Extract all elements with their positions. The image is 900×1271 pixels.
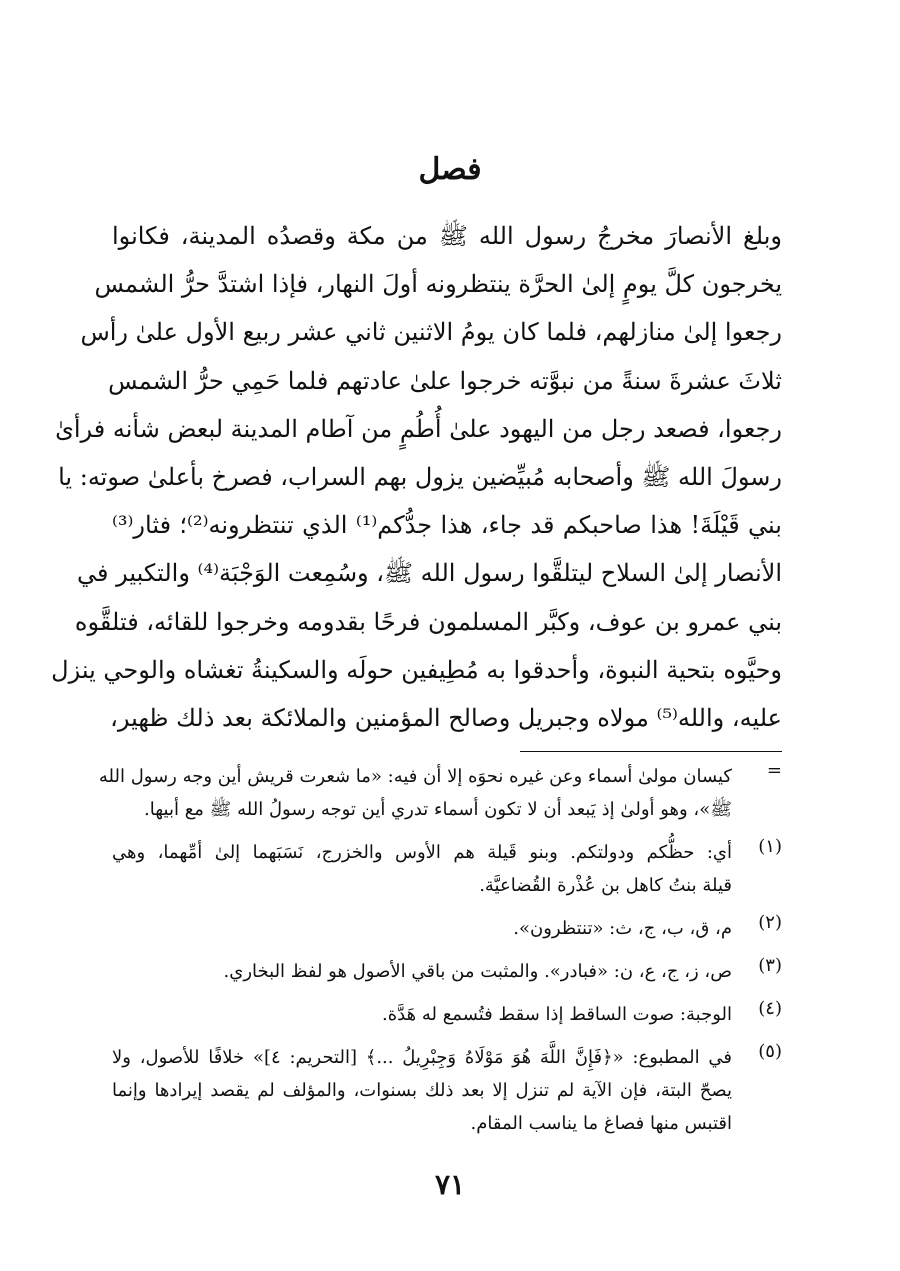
footnote-line: م، ق، ب، ج، ث: «تنتظرون». <box>513 918 732 939</box>
footnote-line: في المطبوع: «﴿فَإِنَّ اللَّهَ هُوَ مَوْلَاهُ وَجِبْرِيلُ ...﴾ [التحريم: ٤]» خلافًا للأصول، ولا <box>112 1047 732 1068</box>
body-line: يخرجون كلَّ يومٍ إلىٰ الحرَّة ينتظرونه أولَ النهار، فإذا اشتدَّ حرُّ الشمس <box>94 270 782 299</box>
footnote-marker: (٣) <box>758 955 782 976</box>
body-line: رجعوا إلىٰ منازلهم، فلما كان يومُ الاثنين ثاني عشر ربيع الأول علىٰ رأس <box>80 318 782 347</box>
section-heading: فصل <box>418 152 482 187</box>
main-text <box>51 212 782 742</box>
footnote-line: قيلة بنتُ كاهل بن عُذْرة القُضاعيَّة. <box>479 875 732 896</box>
body-line: رسولَ الله ﷺ وأصحابه مُبيِّضين يزول بهم السراب، فصرخ بأعلىٰ صوته: يا <box>58 462 782 491</box>
page-number: ٧١ <box>434 1168 466 1201</box>
footnote-line: اقتبس منها فصاغ ما يناسب المقام. <box>470 1113 732 1134</box>
footnote-separator <box>520 751 782 752</box>
footnotes <box>98 760 782 1150</box>
footnote-marker: = <box>766 760 782 781</box>
footnote-line: يصحّ البتة، فإن الآية لم تنزل إلا بعد ذلك بسنوات، والمؤلف لم يقصد إيرادها وإنما <box>112 1080 732 1101</box>
footnote-marker: (١) <box>758 836 782 857</box>
footnote-4 <box>112 998 782 1031</box>
body-line: عليه، والله⁽⁵⁾ مولاه وجبريل وصالح المؤمنين والملائكة بعد ذلك ظهير، <box>110 703 782 732</box>
footnote-continuation <box>98 760 782 826</box>
body-line: بني عمرو بن عوف، وكبَّر المسلمون فرحًا بقدومه وخرجوا للقائه، فتلقَّوه <box>74 607 782 636</box>
body-line: ثلاثَ عشرةَ سنةً من نبوَّته خرجوا علىٰ عادتهم فلما حَمِي حرُّ الشمس <box>108 366 782 395</box>
body-line: وحيَّوه بتحية النبوة، وأحدقوا به مُطِيفين حولَه والسكينةُ تغشاه والوحي ينزل <box>51 655 782 684</box>
body-line: رجعوا، فصعد رجل من اليهود علىٰ أُطُمٍ من آطام المدينة لبعض شأنه فرأىٰ <box>55 414 782 443</box>
footnote-line: أي: حظُّكم ودولتكم. وبنو قَيلة هم الأوس والخزرج، نَسَبَهما إلىٰ أمِّهما، وهي <box>112 842 732 863</box>
footnote-marker: (٥) <box>758 1041 782 1062</box>
body-line: وبلغ الأنصارَ مخرجُ رسول الله ﷺ من مكة وقصدُه المدينة، فكانوا <box>112 222 782 250</box>
footnote-marker: (٤) <box>758 998 782 1019</box>
footnote-1 <box>112 836 782 902</box>
footnote-marker: (٢) <box>758 912 782 933</box>
footnote-5 <box>112 1041 782 1140</box>
footnote-line: الوجبة: صوت الساقط إذا سقط فتُسمع له هَدَّة. <box>382 1004 732 1025</box>
footnote-2 <box>112 912 782 945</box>
body-line: بني قَيْلَةَ! هذا صاحبكم قد جاء، هذا جدُّكم⁽¹⁾ الذي تنتظرونه⁽²⁾؛ فثار⁽³⁾ <box>112 511 782 540</box>
footnote-line: ص، ز، ج، ع، ن: «فبادر». والمثبت من باقي الأصول هو لفظ البخاري. <box>223 961 732 982</box>
footnote-line: كيسان مولىٰ أسماء وعن غيره نحوَه إلا أن فيه: «ما شعرت قريش أين وجه رسول الله <box>98 766 732 787</box>
footnote-line: ﷺ»، وهو أولىٰ إذ يَبعد أن لا تكون أسماء تدري أين توجه رسولُ الله ﷺ مع أبيها. <box>144 799 732 820</box>
body-line: الأنصار إلىٰ السلاح ليتلقَّوا رسول الله ﷺ، وسُمِعت الوَجْبَة⁽⁴⁾ والتكبير في <box>77 559 782 588</box>
footnote-3 <box>112 955 782 988</box>
